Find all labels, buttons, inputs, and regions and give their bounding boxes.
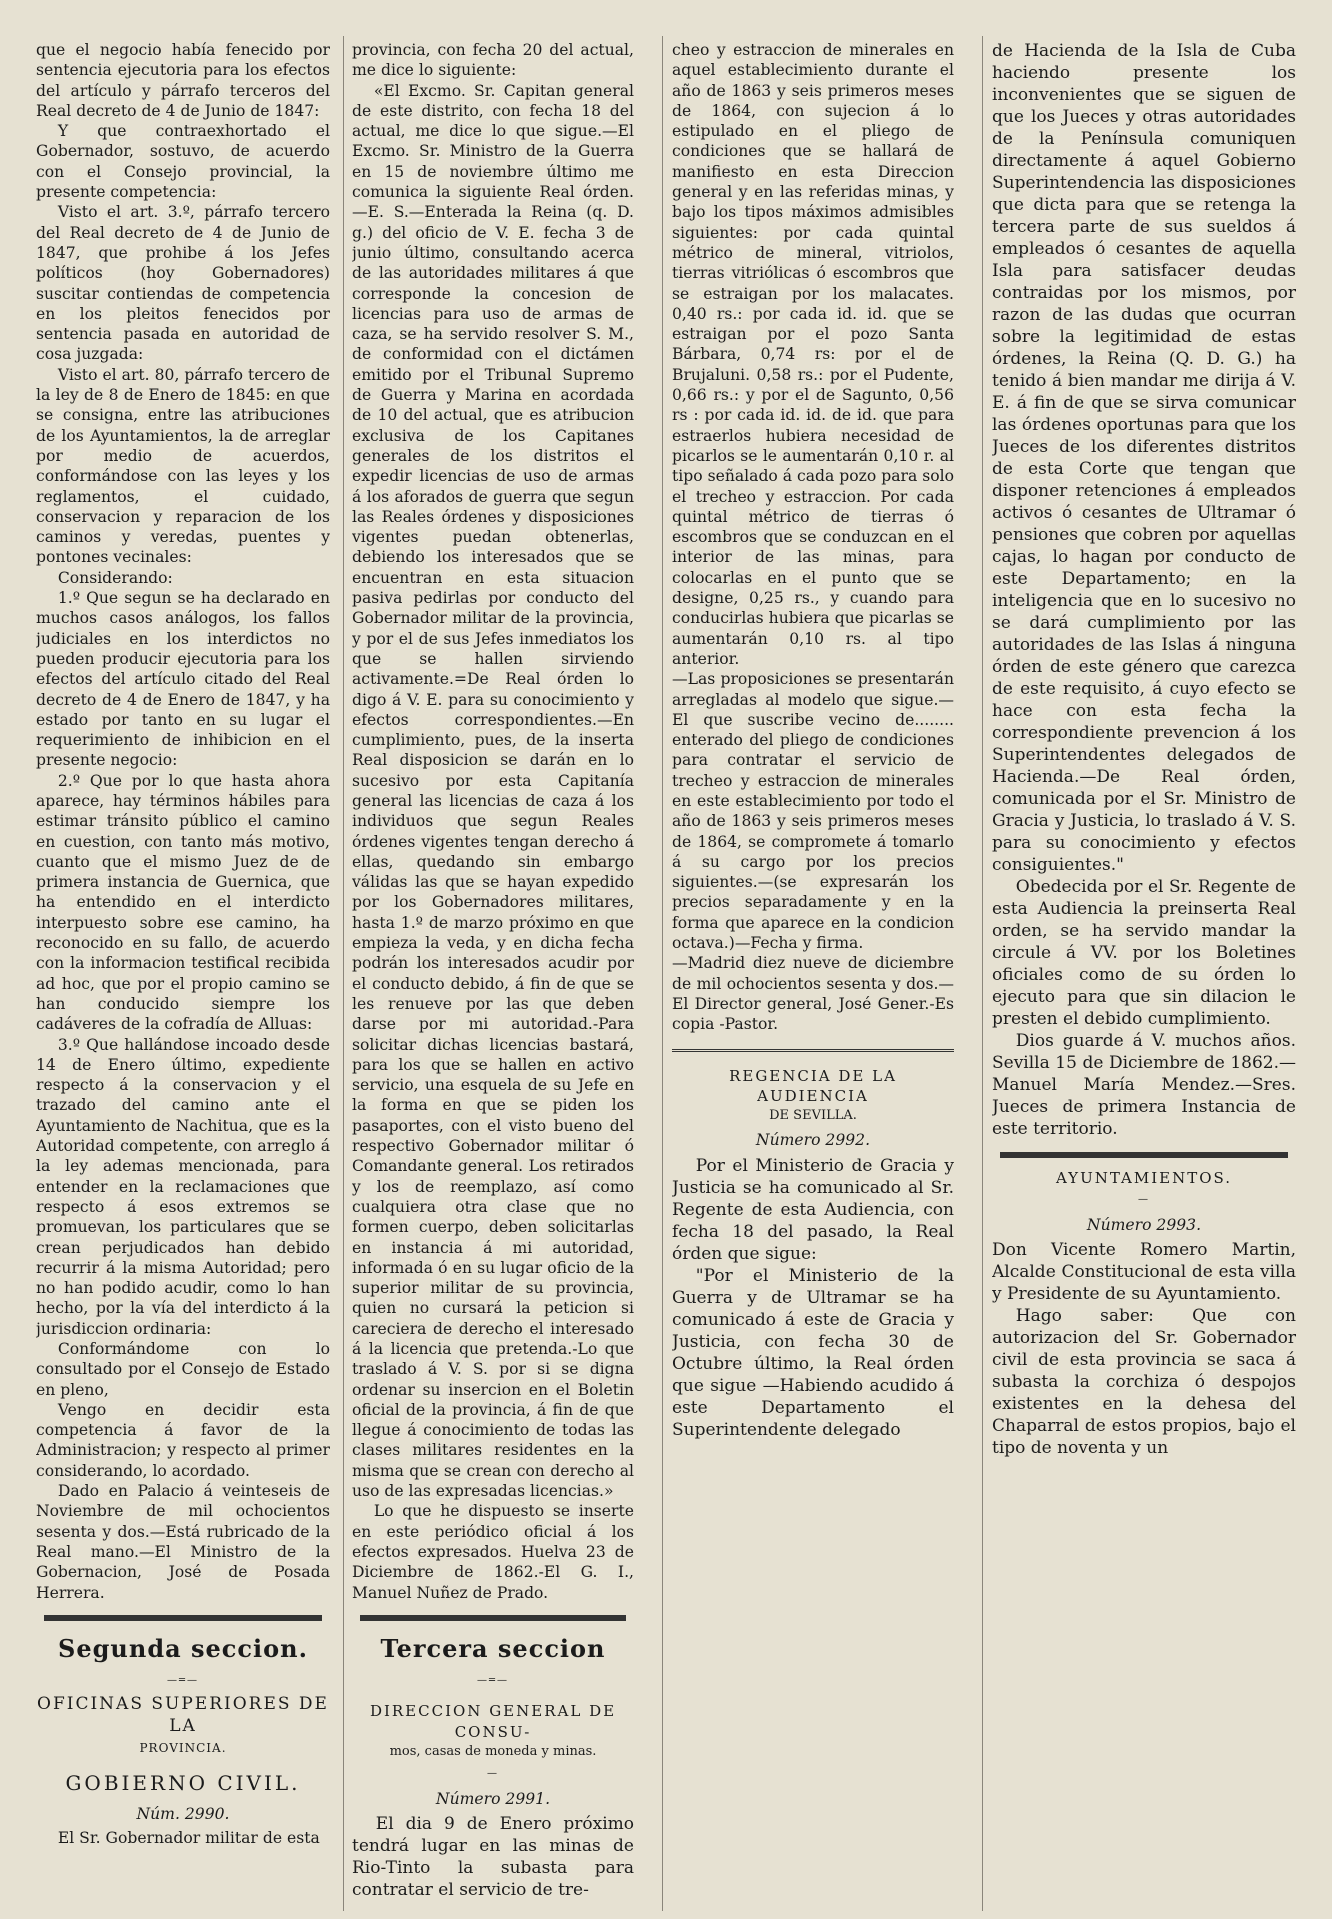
paragraph: Obedecida por el Sr. Regente de esta Audiencia la preinserta Real orden, se ha servido mandar la circule á VV. por los Boletines oficiales como de su órden lo ejecuto para que sin dilacion le presten el debido cumplimiento. (992, 877, 1296, 1029)
regencia-heading: REGENCIA DE LA AUDIENCIA (729, 1066, 897, 1105)
paragraph: Dios guarde á V. muchos años. Sevilla 15 de Diciembre de 1862.—Manuel María Mendez.—Sres. Jueces de primera Instancia de este territorio. (992, 1031, 1296, 1139)
column-3 (672, 40, 954, 1911)
section-divider (672, 1049, 954, 1056)
direction-subheading: mos, casas de moneda y minas. (389, 1744, 597, 1760)
item-number: Número 2991. (435, 1789, 551, 1808)
column-rule (662, 36, 663, 1911)
paragraph: 1.º Que segun se ha declarado en muchos casos análogos, los fallos judiciales en los interdictos no pueden producir ejecutoria para los efectos del artículo citado del Real decreto de 4 de Enero de 1847, y ha estado por tanto en su lugar el requerimiento de inhibicion en el presente negocio: (36, 589, 330, 770)
ayuntamientos-heading: AYUNTAMIENTOS. (1055, 1169, 1233, 1187)
paragraph: Por el Ministerio de Gracia y Justicia se ha comunicado al Sr. Regente de esta Audiencia, con fecha 18 del pasado, la Real órden que sigue: (672, 1155, 954, 1264)
paragraph: «El Excmo. Sr. Capitan general de este distrito, con fecha 18 del actual, me dice lo que sigue.—El Excmo. Sr. Ministro de la Guerra en 15 de noviembre último me comunica la siguiente Real órden.—E. S.—Enterada la Reina (q. D. g.) del oficio de V. E. fecha 3 de junio último, consultando acerca de las autoridades militares á que corresponde la concesion de licencias para uso de armas de caza, se ha servido resolver S. M., de conformidad con el dictámen emitido por el Tribunal Supremo de Guerra y Marina en acordada de 10 del actual, que es atribucion exclusiva de los Capitanes generales de los distritos el expedir licencias de uso de armas á los aforados de guerra que segun las Reales órdenes y disposiciones vigentes puedan obtenerlas, debiendo los interesados que se encuentran en esta situacion pasiva pedirlas por conducto del Gobernador militar de la provincia, y por el de sus Jefes inmediatos los que se hallen sirviendo activamente.=De Real órden lo digo á V. E. para su conocimiento y efectos correspondientes.—En cumplimiento, pues, de la inserta Real disposicion se darán en lo sucesivo por esta Capitanía general las licencias de caza á los individuos que segun Reales órdenes vigentes tengan derecho á ellas, quedando sin embargo válidas las que se hayan expedido por los Gobernadores militares, hasta 1.º de marzo próximo en que empieza la veda, y en dicha fecha podrán los interesados acudir por el conducto debido, á fin de que se les renueve por las que deben darse por mi autoridad.-Para solicitar dichas licencias bastará, para los que se hallen en activo servicio, una esquela de su Jefe en la forma en que se piden los pasaportes, con el visto bueno del respectivo Gobernador militar ó Comandante general. Los retirados y los de reemplazo, así como cualquiera otra clase que no formen cuerpo, deben solicitarlas en instancia á mi autoridad, informada ó en su lugar oficio de la superior militar de su provincia, quien no cursará la peticion si careciera de derecho el interesado á la licencia que pretenda.-Lo que traslado á V. S. por si se digna ordenar su insercion en el Boletin oficial de la provincia, á fin de que llegue á conocimiento de todas las clases militares residentes en la misma que se crean con derecho al uso de las expresadas licencias.» (352, 81, 634, 1501)
gobierno-heading: GOBIERNO CIVIL. (65, 1771, 301, 1796)
paragraph: —Madrid diez nueve de diciembre de mil ochocientos sesenta y dos.—El Director general, José Gener.-Es copia -Pastor. (672, 954, 954, 1034)
office-heading (36, 1693, 330, 1759)
paragraph: de Hacienda de la Isla de Cuba haciendo presente los inconvenientes que se siguen de que los Jueces y otras autoridades de la Península comuniquen directamente á aquel Gobierno Superintendencia las disposiciones que dicta para que se retenga la tercera parte de sus sueldos á empleados ó cesantes de aquella Isla para satisfacer deudas contraidas por los mismos, por razon de las dudas que ocurran sobre la legitimidad de estas órdenes, la Reina (Q. D. G.) ha tenido á bien mandar me dirija á V. E. á fin de que se sirva comunicar las órdenes oportunas para que los Jueces de los diferentes distritos de esta Corte que tengan que disponer retenciones á empleados activos ó cesantes de Ultramar ó pensiones que cobren por aquellas cajas, lo hagan por conducto de este Departamento; en la inteligencia que en lo sucesivo no se dará cumplimiento por las autoridades de las Islas á ninguna órden de este género que carezca de este requisito, á cuyo efecto se hace con esta fecha la correspondiente prevencion á los Superintendentes delegados de Hacienda.—De Real órden, comunicada por el Sr. Ministro de Gracia y Justicia, lo traslado á V. S. para su conocimiento y efectos consiguientes." (992, 41, 1296, 875)
office-line: PROVINCIA. (139, 1741, 227, 1756)
section-divider (360, 1615, 626, 1621)
column-rule (343, 36, 344, 1911)
paragraph: Hago saber: Que con autorizacion del Sr. Gobernador civil de esta provincia se saca á subasta la corchiza ó despojos existentes en la dehesa del Chaparral de estos propios, bajo el tipo de noventa y un (992, 1305, 1296, 1458)
paragraph: provincia, con fecha 20 del actual, me dice lo siguiente: (352, 41, 634, 80)
column-2 (352, 40, 634, 1911)
paragraph: "Por el Ministerio de la Guerra y de Ultramar se ha comunicado á este de Gracia y Justicia, con fecha 30 de Octubre último, la Real órden que sigue —Habiendo acudido á este Departamento el Superintendente delegado (672, 1265, 954, 1440)
paragraph: El Sr. Gobernador militar de esta (57, 1829, 320, 1848)
ornament: — (487, 1768, 499, 1780)
ornament: —═— (166, 1675, 200, 1687)
section-title: Tercera seccion (380, 1633, 606, 1663)
paragraph: Dado en Palacio á veinteseis de Noviembre de mil ochocientos sesenta y dos.—Está rubricado de la Real mano.—El Ministro de la Gobernacion, José de Posada Herrera. (36, 1482, 330, 1602)
regencia-subheading: DE SEVILLA. (769, 1108, 857, 1124)
section-divider (1000, 1152, 1288, 1158)
paragraph: Conformándome con lo consultado por el Consejo de Estado en pleno, (36, 1340, 330, 1399)
ornament: — (1138, 1194, 1150, 1206)
paragraph: Don Vicente Romero Martin, Alcalde Constitucional de esta villa y Presidente de su Ayuntamiento. (992, 1239, 1296, 1304)
paragraph: Y que contraexhortado el Gobernador, sostuvo, de acuerdo con el Consejo provincial, la presente competencia: (36, 122, 330, 202)
item-number: Núm. 2990. (136, 1804, 230, 1823)
section-divider (44, 1615, 322, 1621)
item-number: Número 2992. (755, 1131, 871, 1150)
paragraph: —Las proposiciones se presentarán arregladas al modelo que sigue.—El que suscribe vecino de........ enterado del pliego de condiciones para contratar el servicio de trecheo y estraccion de minerales en este establecimiento por todo el año de 1863 y seis primeros meses de 1864, se compromete á tomarlo á su cargo por los precios siguientes.—(se expresarán los precios separadamente y en la forma que aparece en la condicion octava.)—Fecha y firma. (672, 670, 954, 953)
paragraph: que el negocio había fenecido por sentencia ejecutoria para los efectos del artículo y párrafo terceros del Real decreto de 4 de Junio de 1847: (36, 41, 330, 120)
office-line: OFICINAS SUPERIORES DE LA (37, 1694, 329, 1737)
item-number: Número 2993. (1086, 1215, 1202, 1234)
paragraph: 2.º Que por lo que hasta ahora aparece, hay términos hábiles para estimar tránsito público el camino en cuestion, con tanto más motivo, cuanto que el mismo Juez de de primera instancia de Guernica, que ha entendido en el interdicto interpuesto sobre ese camino, ha reconocido en su fallo, de acuerdo con la informacion testifical recibida ad hoc, que por el propio camino se han conducido siempre los cadáveres de la cofradía de Alluas: (36, 771, 330, 1034)
column-rule (982, 36, 983, 1911)
paragraph: 3.º Que hallándose incoado desde 14 de Enero último, expediente respecto á la conservacion y el trazado del camino ante el Ayuntamiento de Nachitua, que es la Autoridad competente, con arreglo á la ley ademas mencionada, para entender en la reclamaciones que respecto á esos extremos se promuevan, los particulares que se crean perjudicados han debido recurrir á la misma Autoridad; pero no han podido acudir, como lo han hecho, por la vía del interdicto á la jurisdiccion ordinaria: (36, 1035, 330, 1338)
section-title: Segunda seccion. (58, 1633, 308, 1663)
paragraph: cheo y estraccion de minerales en aquel establecimiento durante el año de 1863 y seis primeros meses de 1864, con sujecion á lo estipulado en el pliego de condiciones que se hallará de manifiesto en esta Direccion general y en las referidas minas, y bajo los tipos máximos admisibles siguientes: por cada quintal métrico de mineral, vitriolos, tierras vitriólicas ó escombros que se estraigan por los malacates. 0,40 rs.: por cada id. id. que se estraigan por el pozo Santa Bárbara, 0,74 rs: por el de Brujaluni. 0,58 rs.: por el Pudente, 0,66 rs.: y por el de Sagunto, 0,56 rs : por cada id. id. de id. que para estraerlos hubiera necesidad de picarlos se le aumentarán 0,10 r. al tipo señalado á cada pozo para solo el trecheo y estraccion. Por cada quintal métrico de tierras ó escombros que se conduzcan en el interior de las minas, para colocarlas en el punto que se designe, 0,25 rs., y cuando para conducirlas hubiera que picarlas se aumentarán 0,10 rs. al tipo anterior. (672, 41, 954, 668)
direction-heading: DIRECCION GENERAL DE CONSU- (369, 1702, 617, 1741)
paragraph: Vengo en decidir esta competencia á favor de la Administracion; y respecto al primer considerando, lo acordado. (36, 1400, 330, 1480)
paragraph: Visto el art. 80, párrafo tercero de la ley de 8 de Enero de 1845: en que se consigna, entre las atribuciones de los Ayuntamientos, la de arreglar por medio de acuerdos, conformándose con las leyes y los reglamentos, el cuidado, conservacion y reparacion de los caminos y veredas, puentes y pontones vecinales: (36, 365, 330, 567)
paragraph: Visto el art. 3.º, párrafo tercero del Real decreto de 4 de Junio de 1847, que prohibe á los Jefes políticos (hoy Gobernadores) suscitar contiendas de competencia en los pleitos fenecidos por sentencia pasada en autoridad de cosa juzgada: (36, 203, 330, 364)
paragraph: Lo que he dispuesto se inserte en este periódico oficial á los efectos expresados. Huelva 23 de Diciembre de 1862.-El G. I., Manuel Nuñez de Prado. (352, 1502, 634, 1602)
column-4 (992, 40, 1296, 1911)
ornament: —═— (476, 1675, 510, 1687)
paragraph: El dia 9 de Enero próximo tendrá lugar en las minas de Rio-Tinto la subasta para contratar el servicio de tre- (352, 1813, 634, 1900)
paragraph: Considerando: (57, 568, 173, 587)
column-1 (36, 40, 330, 1911)
